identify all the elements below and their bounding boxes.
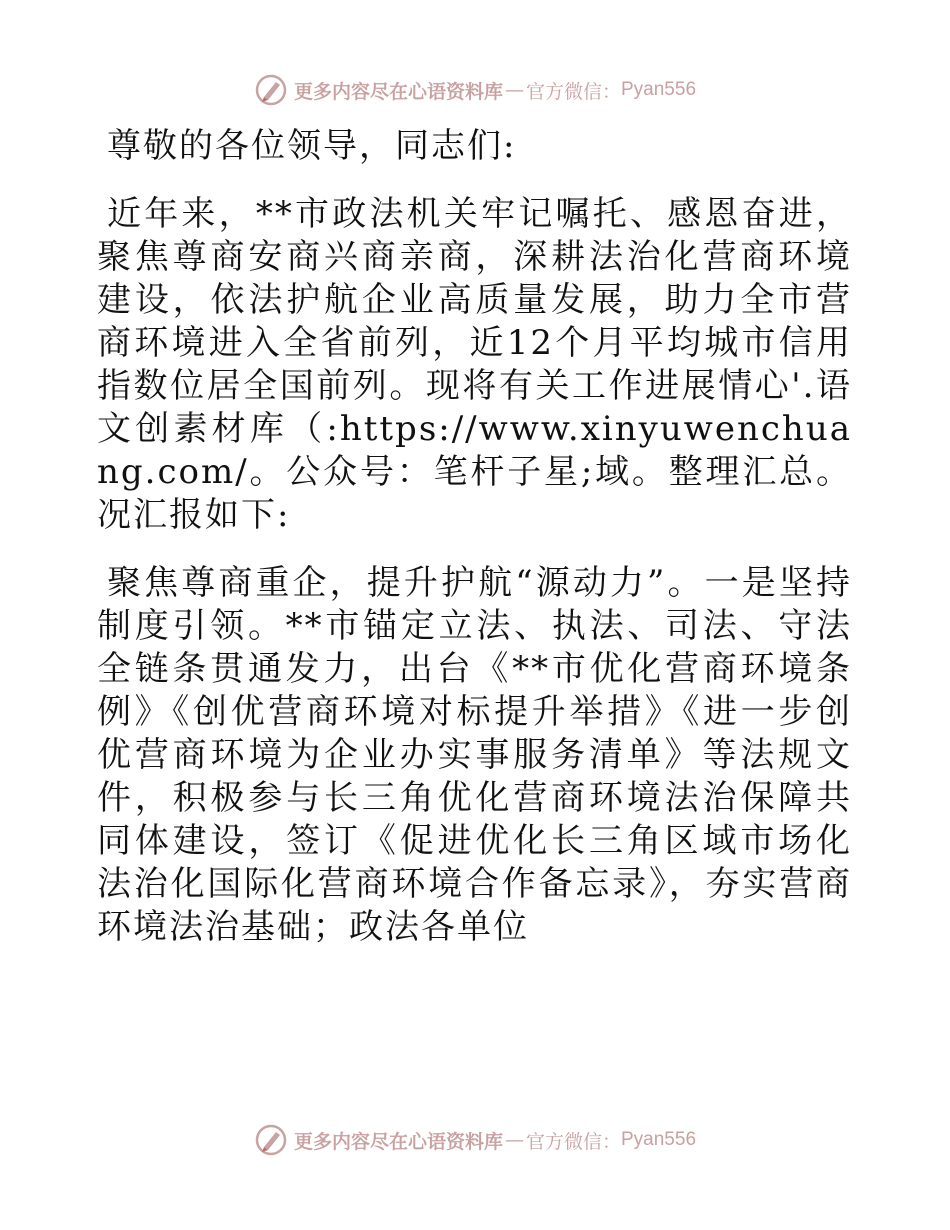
greeting: 尊敬的各位领导，同志们: <box>107 126 517 166</box>
banner-main-text: 更多内容尽在心语资料库 <box>293 1130 503 1153</box>
banner-wechat-id: Pyan556 <box>621 1129 697 1150</box>
pen-logo-icon <box>254 73 288 107</box>
banner-dash: — <box>504 79 524 101</box>
paragraph-1: 近年来，**市政法机关牢记嘱托、感恩奋进，聚焦尊商安商兴商亲商，深耕法治化营商环境建设，依法护航企业高质量发展，助力全市营商环境进入全省前列，近12个月平均城市信用指数位居全国前列。现将有关工作进展情心'.语文创素材库（:https://www.xinyuwenchuang.com/。公众号：笔杆子星;域。整理汇总。况汇报如下: <box>97 194 852 535</box>
document-body <box>97 125 852 949</box>
banner-wechat-label: 官方微信： <box>525 1130 621 1153</box>
banner-main-text: 更多内容尽在心语资料库 <box>293 80 503 103</box>
banner-wechat-label: 官方微信： <box>525 80 621 103</box>
banner-wechat-id: Pyan556 <box>621 79 697 100</box>
banner-dash: — <box>504 1129 524 1151</box>
pen-logo-icon <box>254 1123 288 1157</box>
footer-banner <box>0 1120 950 1160</box>
paragraph-2: 聚焦尊商重企，提升护航“源动力”。一是坚持制度引领。**市锚定立法、执法、司法、守法全链条贯通发力，出台《**市优化营商环境条例》《创优营商环境对标提升举措》《进一步创优营商环境为企业办实事服务清单》等法规文件，积极参与长三角优化营商环境法治保障共同体建设，签订《促进优化长三角区域市场化法治化国际化营商环境合作备忘录》，夯实营商环境法治基础；政法各单位 <box>97 563 852 947</box>
header-banner <box>0 70 950 110</box>
